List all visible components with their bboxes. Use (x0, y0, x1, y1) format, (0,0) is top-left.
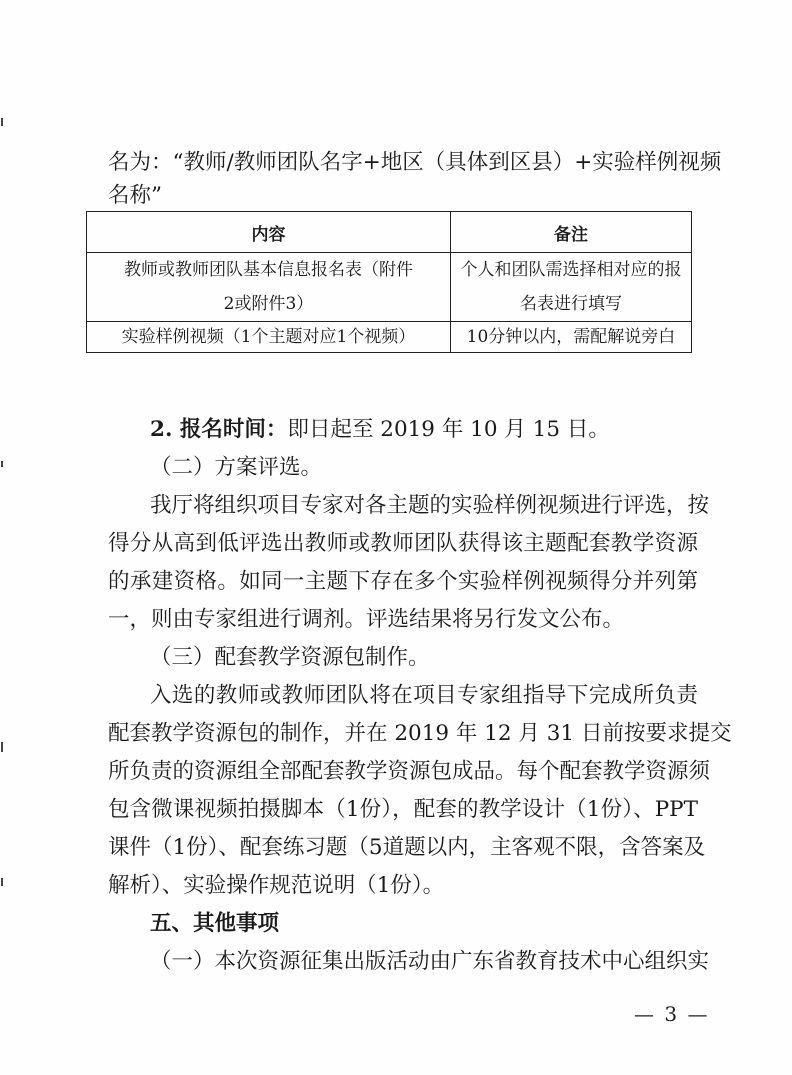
section-heading: 五、其他事项 (150, 911, 280, 936)
scan-edge-mark (1, 461, 3, 467)
paragraph-line: 我厅将组织项目专家对各主题的实验样例视频进行评选，按 (150, 493, 710, 518)
intro-line: 名称” (108, 183, 162, 208)
paragraph-line: 所负责的资源组全部配套教学资源包成品。每个配套教学资源须 (108, 759, 711, 784)
table-cell (451, 253, 692, 322)
paragraph-line: （一）本次资源征集出版活动由广东省教育技术中心组织实 (150, 949, 710, 974)
table-cell-text: 名表进行填写 (520, 294, 622, 314)
table-row (87, 322, 692, 353)
scan-edge-mark (1, 742, 3, 752)
table-cell-text: 2或附件3） (223, 294, 314, 314)
paragraph-line: 包含微课视频拍摄脚本（1份），配套的教学设计（1份）、PPT (108, 797, 698, 822)
section-title: （三）配套教学资源包制作。 (150, 645, 430, 670)
paragraph-line: 解析）、实验操作规范说明（1份）。 (108, 873, 445, 898)
paragraph-line: 的承建资格。如同一主题下存在多个实验样例视频得分并列第 (108, 569, 698, 594)
table-header-content: 内容 (87, 212, 451, 253)
page-number: — 3 — (634, 1002, 710, 1026)
table-header-note: 备注 (451, 212, 692, 253)
scan-edge-mark (1, 118, 3, 126)
table-row (87, 253, 692, 322)
requirements-table (86, 211, 692, 353)
table-cell-text: 教师或教师团队基本信息报名表（附件 (124, 260, 413, 280)
table-cell (87, 253, 451, 322)
scan-edge-mark (1, 878, 3, 886)
registration-time-label: 2. 报名时间： (150, 417, 288, 442)
table-cell: 10分钟以内，需配解说旁白 (451, 322, 692, 353)
table-cell: 实验样例视频（1个主题对应1个视频） (87, 322, 451, 353)
paragraph-line: 配套教学资源包的制作，并在 2019 年 12 月 31 日前按要求提交 (108, 721, 732, 746)
section-title: （二）方案评选。 (150, 455, 323, 480)
table-header-row (87, 212, 692, 253)
registration-time-line (150, 415, 698, 445)
paragraph-line: 得分从高到低评选出教师或教师团队获得该主题配套教学资源 (108, 531, 698, 556)
registration-time-value: 即日起至 2019 年 10 月 15 日。 (287, 417, 610, 442)
paragraph-line: 课件（1份）、配套练习题（5道题以内，主客观不限，含答案及 (108, 835, 706, 860)
paragraph-line: 入选的教师或教师团队将在项目专家组指导下完成所负责 (150, 683, 698, 708)
intro-line: 名为：“教师/教师团队名字+地区（具体到区县）+实验样例视频 (108, 150, 722, 175)
paragraph-line: 一，则由专家组进行调剂。评选结果将另行发文公布。 (108, 607, 625, 632)
table-cell-text: 个人和团队需选择相对应的报 (460, 260, 682, 280)
